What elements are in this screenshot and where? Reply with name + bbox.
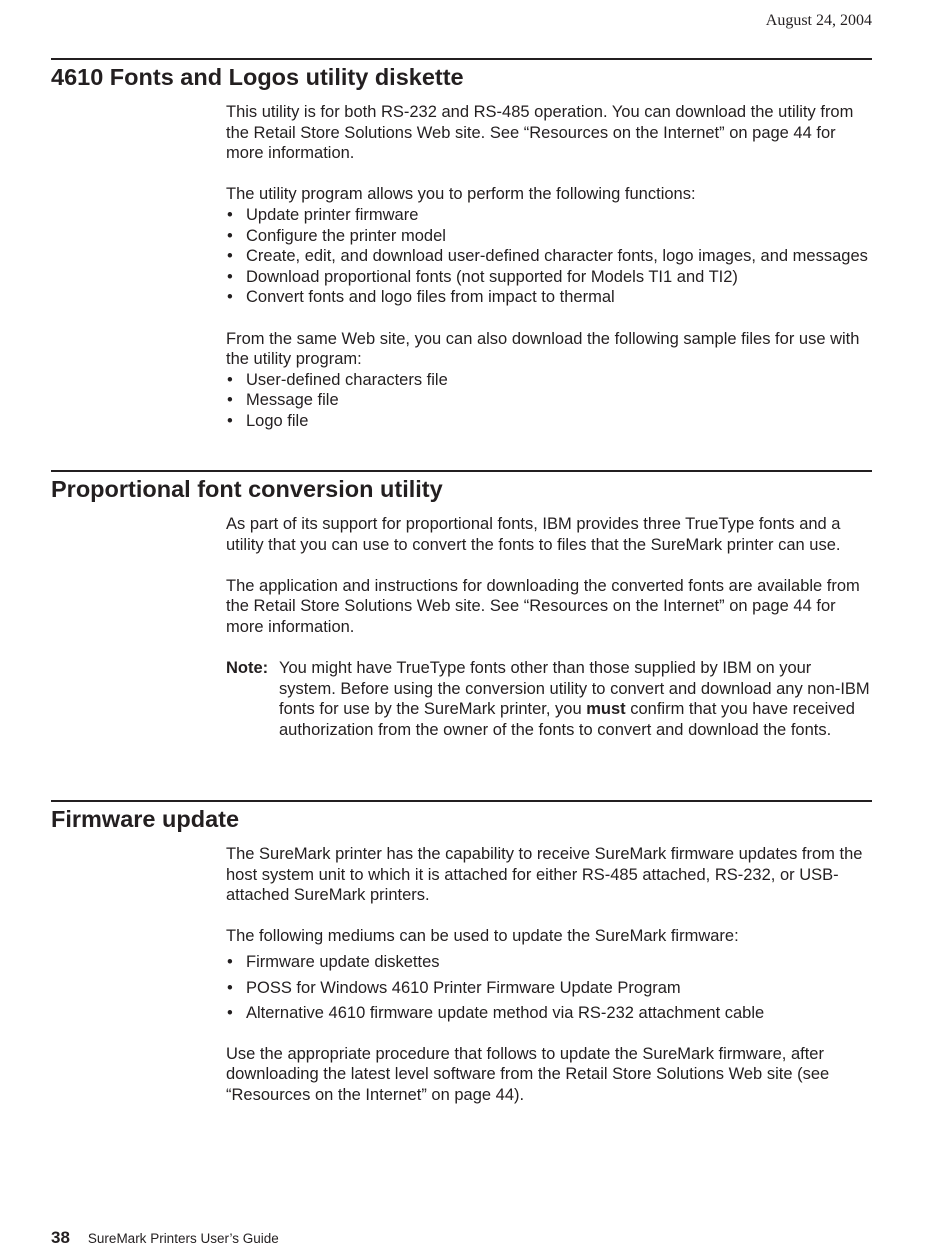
- mediums-list: [226, 952, 872, 1024]
- section-firmware-update: [51, 800, 872, 1106]
- section-rule: [51, 58, 872, 60]
- book-title: SureMark Printers User’s Guide: [87, 1231, 279, 1246]
- paragraph: Use the appropriate procedure that follows to update the SureMark firmware, after downloading the latest level software from the Retail Store Solutions Web site (see “Resources on the Internet” on page 44).: [226, 1044, 830, 1104]
- section-proportional-font-conversion: [51, 470, 872, 741]
- list-item: • Download proportional fonts (not supported for Models TI1 and TI2): [226, 267, 872, 288]
- list-item: • Alternative 4610 firmware update method via RS-232 attachment cable: [226, 1003, 872, 1024]
- section-body: [226, 102, 872, 432]
- list-item: • Create, edit, and download user-defined character fonts, logo images, and messages: [226, 246, 872, 267]
- page-number: 38: [51, 1228, 70, 1247]
- list-item: • Configure the printer model: [226, 226, 872, 247]
- list-item: • User-defined characters file: [226, 370, 872, 391]
- list-item: • Message file: [226, 390, 872, 411]
- list-item: • Convert fonts and logo files from impact to thermal: [226, 287, 872, 308]
- list-item: • POSS for Windows 4610 Printer Firmware Update Program: [226, 978, 872, 999]
- sample-files-list: [226, 370, 872, 432]
- paragraph: As part of its support for proportional fonts, IBM provides three TrueType fonts and a utility that you can use to convert the fonts to files that the SureMark printer can use.: [226, 515, 841, 554]
- note-text-part: You might have TrueType fonts other than those supplied by IBM on your system. Before using the conversion utility to convert and download any non-IBM fonts for use by the SureMark printer, you: [279, 659, 870, 719]
- section-title: Firmware update: [51, 806, 240, 832]
- note-text-part: confirm that you have received authorization from the owner of the fonts to convert and download the fonts.: [279, 700, 855, 739]
- section-body: [226, 844, 872, 1106]
- paragraph: The application and instructions for downloading the converted fonts are available from the Retail Store Solutions Web site. See “Resources on the Internet” on page 44 for more information.: [226, 576, 860, 636]
- section-rule: [51, 470, 872, 472]
- section-rule: [51, 800, 872, 802]
- note-text: [279, 658, 872, 740]
- note-block: [226, 658, 872, 740]
- note-label: Note:: [226, 659, 269, 678]
- section-body: [226, 514, 872, 741]
- paragraph: This utility is for both RS-232 and RS-485 operation. You can download the utility from the Retail Store Solutions Web site. See “Resources on the Internet” on page 44 for more information.: [226, 103, 854, 163]
- note-emphasis: must: [586, 700, 626, 719]
- paragraph: The SureMark printer has the capability to receive SureMark firmware updates from the host system unit to which it is attached for either RS-485 attached, RS-232, or USB-attached SureMark printers.: [226, 845, 863, 905]
- functions-list: [226, 205, 872, 308]
- page-footer: [51, 1228, 279, 1248]
- paragraph: The utility program allows you to perform the following functions:: [226, 185, 696, 204]
- section-fonts-logos-utility: [51, 58, 872, 432]
- paragraph: The following mediums can be used to update the SureMark firmware:: [226, 927, 739, 946]
- section-title: Proportional font conversion utility: [51, 476, 443, 502]
- paragraph: From the same Web site, you can also download the following sample files for use with the utility program:: [226, 329, 860, 369]
- list-item: • Logo file: [226, 411, 872, 432]
- list-item: • Firmware update diskettes: [226, 952, 872, 973]
- header-date: August 24, 2004: [765, 12, 872, 29]
- section-title: 4610 Fonts and Logos utility diskette: [51, 64, 464, 90]
- list-item: • Update printer firmware: [226, 205, 872, 226]
